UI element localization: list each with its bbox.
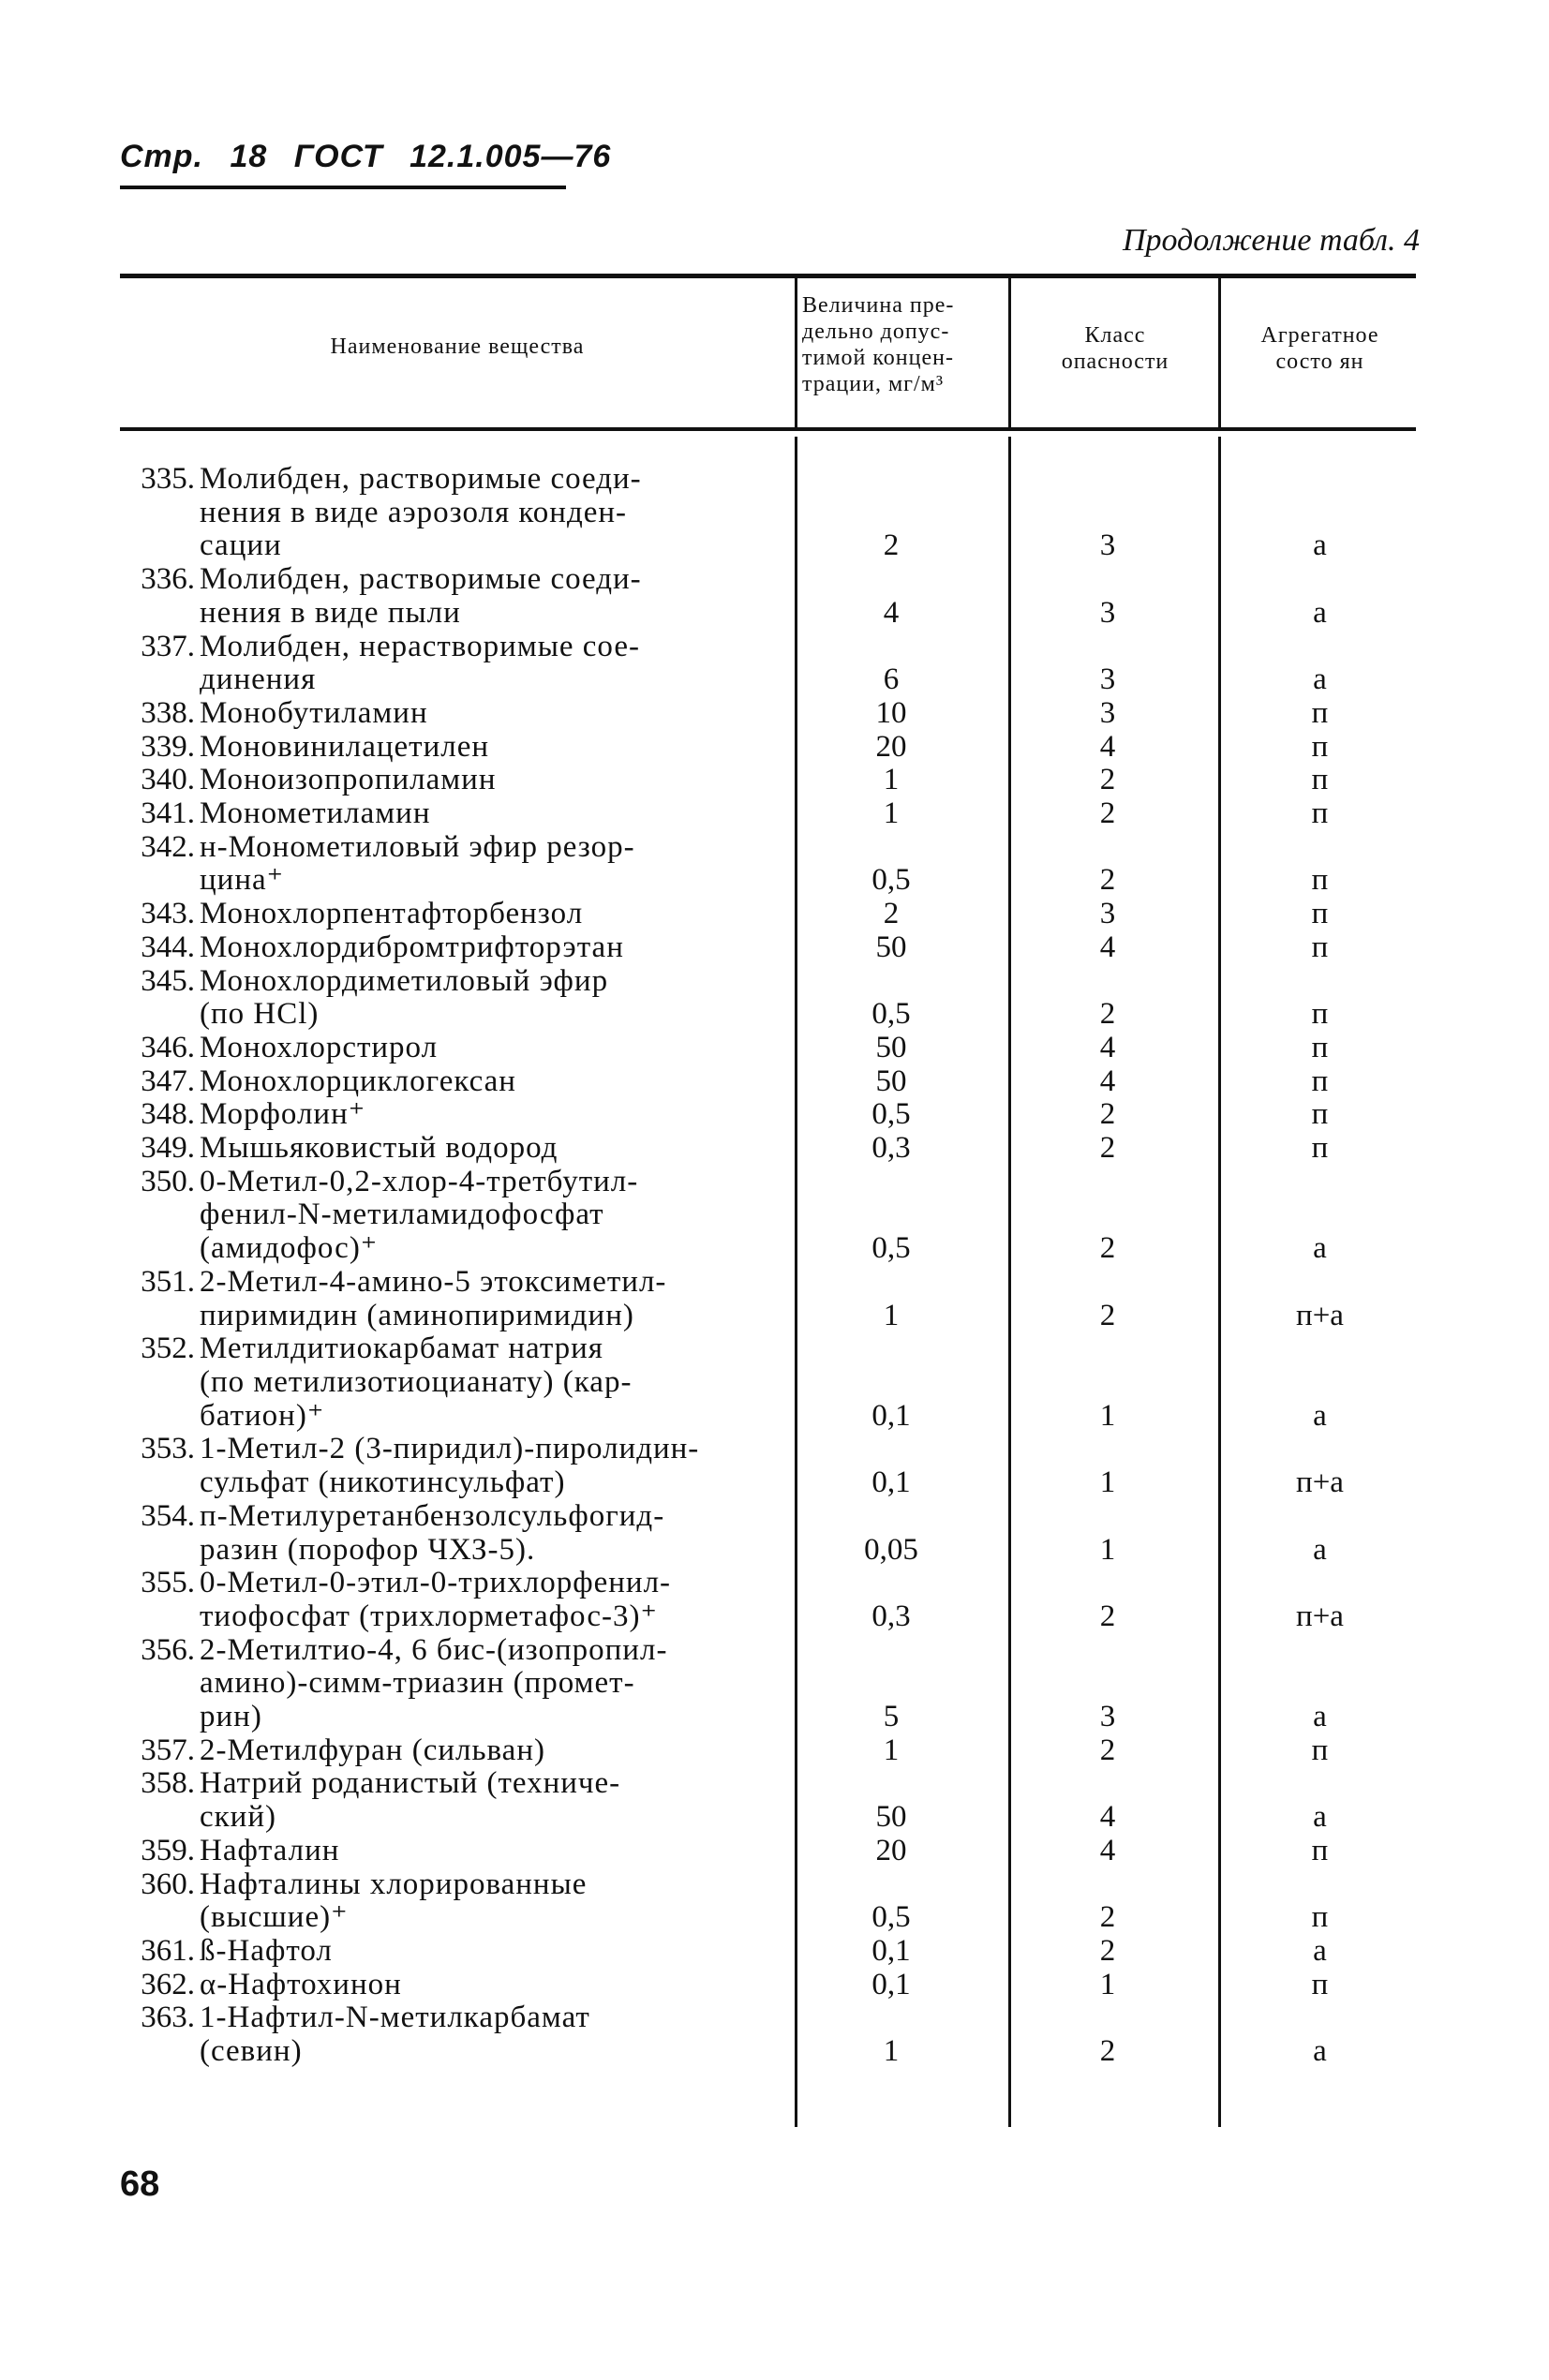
substance-name bbox=[200, 898, 771, 931]
substance-name bbox=[200, 1032, 771, 1065]
row-number: 348. bbox=[141, 1097, 195, 1132]
row-number: 338. bbox=[141, 695, 195, 730]
table-top-rule bbox=[120, 274, 1416, 278]
row-number: 353. bbox=[141, 1432, 195, 1466]
substance-name bbox=[200, 1065, 771, 1099]
mpc-value: 0,5 bbox=[871, 1231, 911, 1266]
mpc-value: 20 bbox=[875, 729, 907, 764]
substance-name-line: Молибден, растворимые соеди- bbox=[200, 562, 642, 597]
row-number: 349. bbox=[141, 1131, 195, 1166]
substance-name-line: 1-Метил-2 (3-пиридил)-пиролидин- bbox=[200, 1432, 700, 1466]
row-number: 358. bbox=[141, 1766, 195, 1801]
hazard-class: 2 bbox=[1099, 863, 1116, 898]
row-number: 340. bbox=[141, 763, 195, 797]
standard-name: ГОСТ bbox=[293, 139, 383, 174]
aggregate-state: п bbox=[1311, 1131, 1329, 1166]
aggregate-state: п bbox=[1311, 1733, 1329, 1767]
row-number: 363. bbox=[141, 2001, 195, 2035]
substance-name bbox=[200, 563, 771, 630]
hazard-class: 2 bbox=[1099, 1131, 1116, 1166]
substance-name-line: пиримидин (аминопиримидин) bbox=[200, 1298, 634, 1332]
aggregate-state: п bbox=[1311, 897, 1329, 931]
row-number: 336. bbox=[141, 562, 195, 597]
col-header-hazard: Класс опасности bbox=[1061, 323, 1169, 374]
substance-name-line: динения bbox=[200, 662, 317, 697]
substance-name bbox=[200, 631, 771, 697]
substance-name bbox=[200, 1969, 771, 2002]
aggregate-state: а bbox=[1313, 1231, 1327, 1266]
substance-name-line: Метилдитиокарбамат натрия bbox=[200, 1331, 603, 1366]
col-header-mpc: Величина пре- дельно допус- тимой концен- трации, мг/м³ bbox=[802, 293, 955, 396]
substance-name-line: сульфат (никотинсульфат) bbox=[200, 1465, 566, 1500]
mpc-value: 0,5 bbox=[871, 863, 911, 898]
aggregate-state: п bbox=[1311, 796, 1329, 831]
substance-name-line: Монохлордибромтрифторэтан bbox=[200, 930, 624, 964]
substance-name-line: Монохлордиметиловый эфир bbox=[200, 963, 609, 998]
mpc-value: 1 bbox=[883, 763, 900, 797]
row-number: 351. bbox=[141, 1264, 195, 1299]
mpc-value: 50 bbox=[875, 1030, 907, 1064]
aggregate-state: п bbox=[1311, 1900, 1329, 1935]
substance-name bbox=[200, 797, 771, 831]
substance-name bbox=[200, 1500, 771, 1567]
aggregate-state: п bbox=[1311, 930, 1329, 964]
substance-name-line: α-Нафтохинон bbox=[200, 1967, 402, 2001]
row-number: 361. bbox=[141, 1933, 195, 1968]
table-row bbox=[0, 1969, 1549, 2002]
substance-name-line: нения в виде аэрозоля конден- bbox=[200, 495, 628, 529]
row-number: 357. bbox=[141, 1733, 195, 1767]
hazard-class: 4 bbox=[1099, 1064, 1116, 1098]
substance-name-line: 0-Метил-0-этил-0-трихлорфенил- bbox=[200, 1566, 672, 1600]
header-rule bbox=[120, 186, 566, 189]
mpc-value: 0,05 bbox=[864, 1532, 918, 1567]
table-row bbox=[0, 797, 1549, 831]
row-number: 356. bbox=[141, 1632, 195, 1667]
substance-name bbox=[200, 764, 771, 797]
aggregate-state: п bbox=[1311, 1833, 1329, 1867]
table-continuation-label: Продолжение табл. 4 bbox=[1122, 223, 1420, 258]
table-row bbox=[0, 2001, 1549, 2068]
substance-name-line: ский) bbox=[200, 1800, 276, 1835]
aggregate-state: п bbox=[1311, 1030, 1329, 1064]
substance-name bbox=[200, 1734, 771, 1768]
aggregate-state: п bbox=[1311, 729, 1329, 764]
substance-name bbox=[200, 2001, 771, 2068]
hazard-class: 1 bbox=[1099, 1465, 1116, 1500]
substance-name-line: (высшие)⁺ bbox=[200, 1900, 349, 1935]
substance-name-line: (севин) bbox=[200, 2034, 303, 2069]
col-divider-2-head bbox=[1008, 278, 1011, 427]
table-row bbox=[0, 563, 1549, 630]
substance-name-line: Монометиламин bbox=[200, 796, 431, 831]
hazard-class: 2 bbox=[1099, 796, 1116, 831]
hazard-class: 1 bbox=[1099, 1398, 1116, 1433]
substance-name-line: сации bbox=[200, 528, 282, 563]
substance-name-line: п-Метилуретанбензолсульфогид- bbox=[200, 1498, 665, 1533]
substance-name-line: Монохлорпентафторбензол bbox=[200, 897, 584, 931]
aggregate-state: а bbox=[1313, 1398, 1327, 1433]
row-number: 354. bbox=[141, 1498, 195, 1533]
aggregate-state: а bbox=[1313, 662, 1327, 697]
substance-name bbox=[200, 463, 771, 563]
substance-name-line: 2-Метилтио-4, 6 бис-(изопропил- bbox=[200, 1632, 668, 1667]
hazard-class: 3 bbox=[1099, 695, 1116, 730]
mpc-value: 1 bbox=[883, 2034, 900, 2069]
mpc-value: 10 bbox=[875, 695, 907, 730]
hazard-class: 2 bbox=[1099, 1933, 1116, 1968]
row-number: 360. bbox=[141, 1867, 195, 1901]
hazard-class: 3 bbox=[1099, 662, 1116, 697]
substance-name-line: Моновинилацетилен bbox=[200, 729, 490, 764]
table-row bbox=[0, 1567, 1549, 1633]
aggregate-state: п bbox=[1311, 1064, 1329, 1098]
aggregate-state: п+а bbox=[1296, 1465, 1344, 1500]
substance-name-line: Моноизопропиламин bbox=[200, 763, 497, 797]
mpc-value: 1 bbox=[883, 1733, 900, 1767]
substance-name-line: Натрий роданистый (техниче- bbox=[200, 1766, 621, 1801]
hazard-class: 1 bbox=[1099, 1967, 1116, 2001]
substance-name bbox=[200, 1132, 771, 1166]
hazard-class: 1 bbox=[1099, 1532, 1116, 1567]
table-row bbox=[0, 1433, 1549, 1499]
mpc-value: 2 bbox=[883, 528, 900, 563]
row-number: 355. bbox=[141, 1566, 195, 1600]
hazard-class: 2 bbox=[1099, 1298, 1116, 1332]
aggregate-state: п bbox=[1311, 1967, 1329, 2001]
substance-name-line: цина⁺ bbox=[200, 863, 285, 898]
substance-name-line: Морфолин⁺ bbox=[200, 1097, 366, 1132]
aggregate-state: а bbox=[1313, 1700, 1327, 1734]
hazard-class: 3 bbox=[1099, 528, 1116, 563]
table-row bbox=[0, 1332, 1549, 1433]
row-number: 362. bbox=[141, 1967, 195, 2001]
table-row bbox=[0, 1935, 1549, 1969]
substance-name-line: батион)⁺ bbox=[200, 1398, 325, 1433]
substance-name-line: (амидофос)⁺ bbox=[200, 1231, 379, 1266]
mpc-value: 0,3 bbox=[871, 1599, 911, 1633]
aggregate-state: п bbox=[1311, 997, 1329, 1032]
substance-name bbox=[200, 1835, 771, 1868]
aggregate-state: а bbox=[1313, 595, 1327, 630]
page-number: 68 bbox=[120, 2164, 160, 2204]
table-row bbox=[0, 1500, 1549, 1567]
table-row bbox=[0, 1132, 1549, 1166]
substance-name-line: 0-Метил-0,2-хлор-4-третбутил- bbox=[200, 1164, 639, 1198]
substance-name-line: амино)-симм-триазин (промет- bbox=[200, 1666, 635, 1701]
col-divider-3-head bbox=[1218, 278, 1221, 427]
substance-name-line: (по метилизотиоцианату) (кар- bbox=[200, 1364, 633, 1399]
mpc-value: 0,1 bbox=[871, 1398, 911, 1433]
table-row bbox=[0, 463, 1549, 563]
row-number: 347. bbox=[141, 1064, 195, 1098]
hazard-class: 4 bbox=[1099, 930, 1116, 964]
aggregate-state: п bbox=[1311, 695, 1329, 730]
row-number: 352. bbox=[141, 1331, 195, 1366]
row-number: 350. bbox=[141, 1164, 195, 1198]
table-row bbox=[0, 731, 1549, 765]
page-label: Стр. bbox=[120, 139, 203, 174]
page-header bbox=[120, 139, 628, 175]
row-number: 359. bbox=[141, 1833, 195, 1867]
substance-name bbox=[200, 1634, 771, 1734]
col-divider-1-head bbox=[795, 278, 797, 427]
substance-name-line: Мышьяковистый водород bbox=[200, 1131, 559, 1166]
mpc-value: 4 bbox=[883, 595, 900, 630]
aggregate-state: п+а bbox=[1296, 1298, 1344, 1332]
hazard-class: 2 bbox=[1099, 1900, 1116, 1935]
mpc-value: 0,5 bbox=[871, 1900, 911, 1935]
mpc-value: 0,1 bbox=[871, 1933, 911, 1968]
aggregate-state: а bbox=[1313, 1933, 1327, 1968]
table-header-rule bbox=[120, 427, 1416, 431]
substance-name bbox=[200, 1767, 771, 1834]
substance-name-line: разин (порофор ЧХЗ-5). bbox=[200, 1532, 536, 1567]
substance-name-line: Монобутиламин bbox=[200, 695, 428, 730]
table-row bbox=[0, 1767, 1549, 1834]
aggregate-state: п bbox=[1311, 1097, 1329, 1132]
substance-name bbox=[200, 1166, 771, 1266]
substance-name bbox=[200, 831, 771, 898]
substance-name-line: (по HCl) bbox=[200, 997, 320, 1032]
substance-name bbox=[200, 931, 771, 965]
mpc-value: 20 bbox=[875, 1833, 907, 1867]
substance-name-line: нения в виде пыли bbox=[200, 595, 461, 630]
hazard-class: 2 bbox=[1099, 1599, 1116, 1633]
mpc-value: 5 bbox=[883, 1700, 900, 1734]
col-header-state: Агрегатное состо ян bbox=[1260, 323, 1379, 374]
mpc-value: 2 bbox=[883, 897, 900, 931]
mpc-value: 6 bbox=[883, 662, 900, 697]
mpc-value: 1 bbox=[883, 1298, 900, 1332]
hazard-class: 3 bbox=[1099, 1700, 1116, 1734]
row-number: 335. bbox=[141, 462, 195, 496]
row-number: 344. bbox=[141, 930, 195, 964]
substance-name-line: н-Монометиловый эфир резор- bbox=[200, 829, 635, 864]
hazard-class: 4 bbox=[1099, 1030, 1116, 1064]
row-number: 345. bbox=[141, 963, 195, 998]
table-row bbox=[0, 764, 1549, 797]
substance-name bbox=[200, 1935, 771, 1969]
hazard-class: 2 bbox=[1099, 997, 1116, 1032]
mpc-value: 0,1 bbox=[871, 1967, 911, 2001]
table-row bbox=[0, 1634, 1549, 1734]
standard-code: 12.1.005—76 bbox=[410, 139, 612, 174]
aggregate-state: п bbox=[1311, 763, 1329, 797]
aggregate-state: а bbox=[1313, 2034, 1327, 2069]
mpc-value: 1 bbox=[883, 796, 900, 831]
substance-name bbox=[200, 1332, 771, 1433]
table-row bbox=[0, 898, 1549, 931]
table-row bbox=[0, 1266, 1549, 1332]
hazard-class: 2 bbox=[1099, 1231, 1116, 1266]
substance-name-line: рин) bbox=[200, 1700, 262, 1734]
substance-name-line: 1-Нафтил-N-метилкарбамат bbox=[200, 2001, 590, 2035]
hazard-class: 2 bbox=[1099, 2034, 1116, 2069]
substance-name-line: Молибден, нерастворимые сое- bbox=[200, 629, 640, 663]
mpc-value: 50 bbox=[875, 930, 907, 964]
substance-name-line: фенил-N-метиламидофосфат bbox=[200, 1197, 604, 1232]
mpc-value: 0,1 bbox=[871, 1465, 911, 1500]
table-row bbox=[0, 1868, 1549, 1935]
aggregate-state: а bbox=[1313, 528, 1327, 563]
substance-name-line: Монохлорстирол bbox=[200, 1030, 439, 1064]
mpc-value: 0,5 bbox=[871, 1097, 911, 1132]
substance-name bbox=[200, 965, 771, 1032]
aggregate-state: а bbox=[1313, 1800, 1327, 1835]
table-row bbox=[0, 1098, 1549, 1132]
hazard-class: 3 bbox=[1099, 897, 1116, 931]
mpc-value: 50 bbox=[875, 1800, 907, 1835]
row-number: 342. bbox=[141, 829, 195, 864]
substance-name bbox=[200, 1098, 771, 1132]
table-row bbox=[0, 931, 1549, 965]
substance-name-line: 2-Метил-4-амино-5 этоксиметил- bbox=[200, 1264, 667, 1299]
row-number: 337. bbox=[141, 629, 195, 663]
substance-name bbox=[200, 1567, 771, 1633]
substance-name bbox=[200, 697, 771, 731]
substance-name-line: Нафталин bbox=[200, 1833, 340, 1867]
aggregate-state: п+а bbox=[1296, 1599, 1344, 1633]
substance-name bbox=[200, 731, 771, 765]
page-num-top: 18 bbox=[230, 139, 268, 174]
table-row bbox=[0, 1032, 1549, 1065]
hazard-class: 4 bbox=[1099, 1833, 1116, 1867]
substance-name bbox=[200, 1266, 771, 1332]
mpc-value: 50 bbox=[875, 1064, 907, 1098]
table-row bbox=[0, 1835, 1549, 1868]
hazard-class: 2 bbox=[1099, 1097, 1116, 1132]
table-body bbox=[0, 463, 1549, 2069]
row-number: 339. bbox=[141, 729, 195, 764]
table-row bbox=[0, 1166, 1549, 1266]
substance-name-line: Нафталины хлорированные bbox=[200, 1867, 588, 1901]
hazard-class: 4 bbox=[1099, 1800, 1116, 1835]
mpc-value: 0,3 bbox=[871, 1131, 911, 1166]
aggregate-state: а bbox=[1313, 1532, 1327, 1567]
substance-name bbox=[200, 1433, 771, 1499]
table-row bbox=[0, 631, 1549, 697]
aggregate-state: п bbox=[1311, 863, 1329, 898]
row-number: 341. bbox=[141, 796, 195, 831]
table-row bbox=[0, 1734, 1549, 1768]
substance-name-line: ß-Нафтол bbox=[200, 1933, 333, 1968]
table-row bbox=[0, 1065, 1549, 1099]
col-header-name: Наименование вещества bbox=[330, 335, 585, 359]
hazard-class: 4 bbox=[1099, 729, 1116, 764]
substance-name bbox=[200, 1868, 771, 1935]
substance-name-line: Молибден, растворимые соеди- bbox=[200, 462, 642, 496]
hazard-class: 3 bbox=[1099, 595, 1116, 630]
substance-name-line: Монохлорциклогексан bbox=[200, 1064, 516, 1098]
table-row bbox=[0, 697, 1549, 731]
hazard-class: 2 bbox=[1099, 1733, 1116, 1767]
row-number: 346. bbox=[141, 1030, 195, 1064]
substance-name-line: тиофосфат (трихлорметафос-3)⁺ bbox=[200, 1599, 658, 1633]
mpc-value: 0,5 bbox=[871, 997, 911, 1032]
table-row bbox=[0, 831, 1549, 898]
substance-name-line: 2-Метилфуран (сильван) bbox=[200, 1733, 545, 1767]
table-row bbox=[0, 965, 1549, 1032]
row-number: 343. bbox=[141, 897, 195, 931]
hazard-class: 2 bbox=[1099, 763, 1116, 797]
